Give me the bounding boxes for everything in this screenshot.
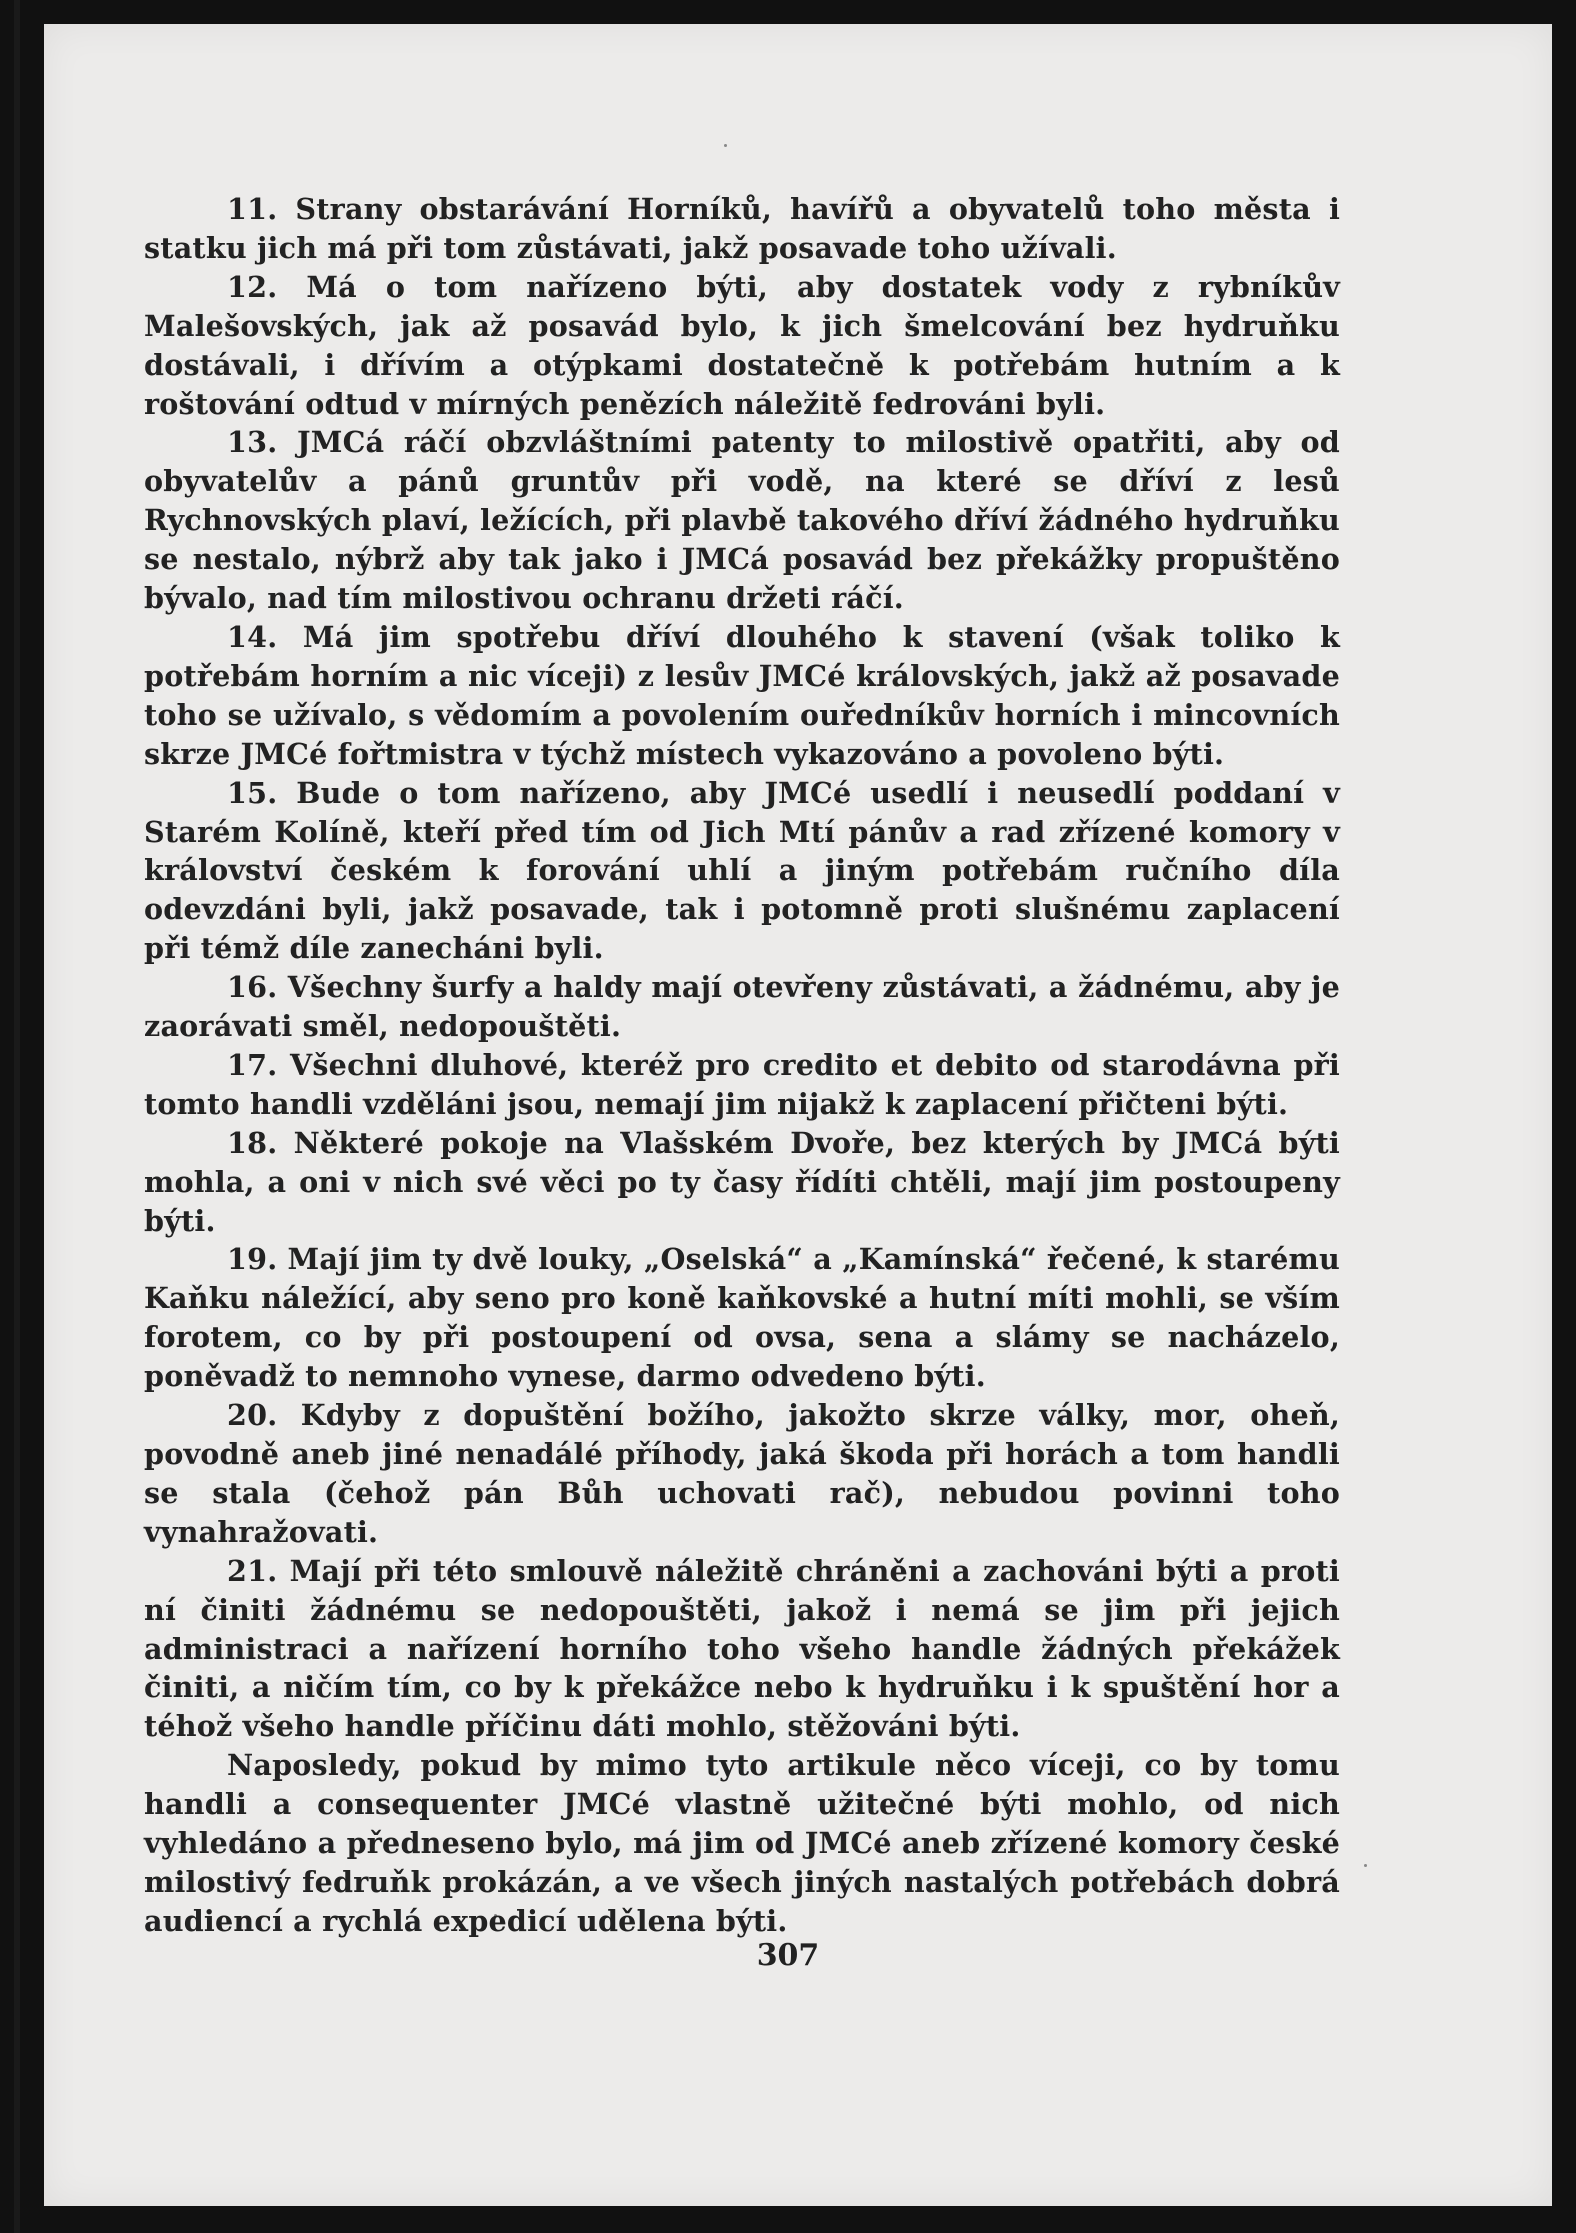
page-body [144,190,1340,1941]
article-17: 17. Všechni dluhové, kteréž pro credito et debito od starodávna při tomto handli vzděláni jsou, nemají jim nijakž k zaplacení přičteni býti. [144,1047,1340,1121]
article-13: 13. JMCá ráčí obzvláštními patenty to milostivě opatřiti, aby od obyvatelův a pánů gruntův při vodě, na které se dříví z lesů Rychnovských plaví, ležících, při plavbě takového dříví žádného hydruňku se nestalo, nýbrž aby tak jako i JMCá posavád bez překážky propuštěno bývalo, nad tím milostivou ochranu držeti ráčí. [144,425,1340,616]
article-18: 18. Některé pokoje na Vlašském Dvoře, bez kterých by JMCá býti mohla, a oni v nich své věci po ty časy řídíti chtěli, mají jim postoupeny býti. [144,1125,1340,1238]
page-edge-shadow [14,0,20,2233]
closing-paragraph: Naposledy, pokud by mimo tyto artikule něco víceji, co by tomu handli a consequenter JMCé vlastně užitečné býti mohlo, od nich vyhledáno a předneseno bylo, má jim od JMCé aneb zřízené komory české milostivý fedruňk prokázán, a ve všech jiných nastalých potřebách dobrá audiencí a rychlá expedicí udělena býti. [144,1748,1340,1938]
article-19: 19. Mají jim ty dvě louky, „Oselská“ a „Kamínská“ řečené, k starému Kaňku náležící, aby seno pro koně kaňkovské a hutní míti mohli, se vším forotem, co by při postoupení od ovsa, sena a slámy se nacházelo, poněvadž to nemnoho vynese, darmo odvedeno býti. [144,1242,1340,1394]
page-number: 307 [756,1938,820,1973]
article-11: 11. Strany obstarávání Horníků, havířů a obyvatelů toho města i statku jich má při tom zůstávati, jakž posavade toho užívali. [144,192,1340,265]
paper-speck [1364,1864,1367,1867]
article-21: 21. Mají při této smlouvě náležitě chráněni a zachováni býti a proti ní činiti žádnému se nedopouštěti, jakož i nemá se jim při jejich administraci a nařízení horního toho všeho handle žádných překážek činiti, a ničím tím, co by k překážce nebo k hydruňku i k spuštění hor a téhož všeho handle příčinu dáti mohlo, stěžováni býti. [144,1553,1340,1744]
article-12: 12. Má o tom nařízeno býti, aby dostatek vody z rybníkův Malešovských, jak až posavád bylo, k jich šmelcování bez hydruňku dostávali, i dřívím a otýpkami dostatečně k potřebám hutním a k roštování odtud v mírných penězích náležitě fedrováni byli. [144,269,1340,421]
article-15: 15. Bude o tom nařízeno, aby JMCé usedlí i neusedlí poddaní v Starém Kolíně, kteří před tím od Jich Mtí pánův a rad zřízené komory v království českém k forování uhlí a jiným potřebám ručního díla odevzdáni byli, jakž posavade, tak i potomně proti slušnému zaplacení při témž díle zanecháni byli. [144,775,1340,966]
article-14: 14. Má jim spotřebu dříví dlouhého k stavení (však toliko k potřebám horním a nic víceji) z lesův JMCé královských, jakž až posavade toho se užívalo, s vědomím a povolením ouředníkův horních i mincovních skrze JMCé fořtmistra v týchž místech vykazováno a povoleno býti. [144,619,1340,771]
article-20: 20. Kdyby z dopuštění božího, jakožto skrze války, mor, oheň, povodně aneb jiné nenadálé příhody, jaká škoda při horách a tom handli se stala (čehož pán Bůh uchovati rač), nebudou povinni toho vynahražovati. [144,1398,1340,1549]
article-16: 16. Všechny šurfy a haldy mají otevřeny zůstávati, a žádnému, aby je zaorávati směl, nedopouštěti. [144,970,1340,1044]
paper-speck [724,144,727,147]
